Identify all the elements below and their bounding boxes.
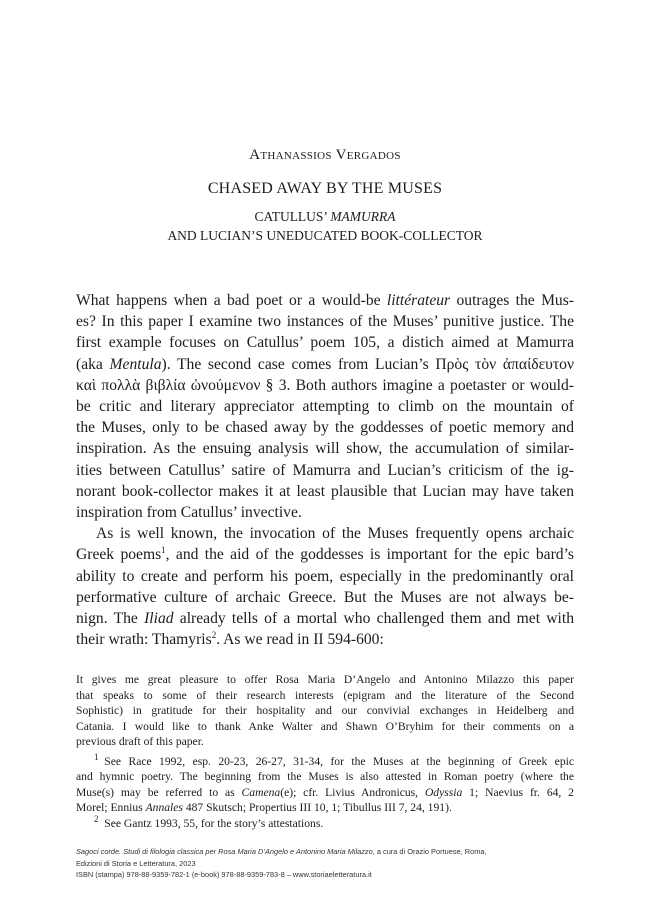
italic-run: Mentula [109, 355, 162, 373]
body-line [76, 587, 574, 608]
article-title: CHASED AWAY BY THE MUSES [207, 180, 443, 197]
text-run: (aka [76, 355, 110, 373]
text-run: inspiration. As the ensuing analysis will show, the accumulation of similar- [76, 440, 574, 458]
footnote-marker: 1 [94, 751, 99, 762]
body-text [76, 290, 574, 650]
body-line [76, 332, 574, 353]
text-run: inspiration from Catullus’ invective. [76, 504, 302, 522]
dedication-line: It gives me great pleasure to offer Rosa Maria D’Angelo and Antonino Milazzo this paper [76, 673, 574, 686]
dedication-line: previous draft of this paper. [76, 735, 204, 748]
text-run: Greek poems [76, 546, 162, 564]
colophon [76, 846, 574, 881]
text-run: As is well known, the invocation of the Muses frequently opens archaic [96, 525, 574, 543]
colophon-book-title: Sagoci corde. Studi di filologia classica per Rosa Maria D’Angelo e Antonino Maria Milazzo [76, 847, 373, 856]
body-line [76, 375, 574, 396]
colophon-line-3: ISBN (stampa) 978-88-9359-782-1 (e-book) 978-88-9359-783-8 – www.storiaeletteratura.it [76, 870, 372, 879]
text-run: outrages the Mus- [450, 292, 574, 309]
subtitle-line-1 [0, 207, 650, 226]
subtitle-prefix: CATULLUS’ [254, 209, 331, 224]
dedication-note [76, 672, 574, 750]
body-line [76, 502, 574, 523]
dedication-line: that speaks to some of their research interests (epigram and the literature of the Second [76, 688, 574, 702]
footnote-marker: 2 [94, 813, 99, 824]
text-run: ities between Catullus’ satire of Mamurra and Lucian’s criticism of the ig- [76, 461, 574, 479]
text-run: ). The second case comes from Lucian’s Πρὸς τὸν ἀπαίδευτον [161, 355, 574, 373]
colophon-editor: , a cura di Orazio Portuese, Roma, [372, 847, 487, 856]
body-line [76, 629, 574, 650]
footnote-1-line: Muse(s) may be referred to as Camena(e); cfr. Livius Andronicus, Odyssia 1; Naevius fr. 64, 2 [76, 785, 574, 799]
dedication-line: Sophistic) in gratitude for their hospitality and our convivial exchanges in Heidelberg and [76, 704, 574, 717]
body-line [76, 438, 574, 459]
text-run: performative culture of archaic Greece. But the Muses are not always be- [76, 588, 574, 606]
text-run: already tells of a mortal who challenged them and met with [173, 610, 574, 628]
text-run: nign. The [76, 610, 145, 628]
colophon-line-1 [76, 846, 574, 858]
footnote-ref: 1 [161, 545, 166, 556]
footnote-1 [76, 751, 574, 816]
body-line [76, 354, 574, 375]
dedication-line: Catania. I would like to thank Anke Walter and Shawn O’Bryhim for their comments on a [76, 719, 574, 733]
subtitle-line-2: AND LUCIAN’S UNEDUCATED BOOK-COLLECTOR [167, 228, 483, 243]
footnote-ref: 2 [211, 630, 217, 641]
body-line [76, 523, 574, 544]
article-subtitle [0, 207, 650, 245]
body-line [76, 290, 574, 311]
body-line [76, 311, 574, 332]
footnote-2 [76, 813, 574, 832]
text-run: What happens when a bad poet or a would-be [76, 292, 387, 309]
text-run: their wrath: Thamyris [76, 631, 212, 649]
text-run: the Muses, only to be chased away by the goddesses of poetic memory and [76, 419, 574, 437]
text-run: , and the aid of the goddesses is important for the epic bard’s [165, 546, 574, 564]
text-run: καὶ πολλὰ βιβλία ὠνούμενον § 3. Both authors imagine a poetaster or would- [76, 376, 574, 394]
body-line [76, 608, 574, 629]
text-run: . As we read in II 594-600: [216, 631, 384, 649]
body-line [76, 396, 574, 417]
text-run: norant book-collector makes it at least plausible that Lucian may have taken [76, 482, 574, 500]
italic-run: littérateur [386, 292, 451, 309]
colophon-line-2: Edizioni di Storia e Letteratura, 2023 [76, 858, 196, 868]
text-run: be critic and literary appreciator attempting to climb on the mountain of [76, 398, 574, 416]
text-run: es? In this paper I examine two instances of the Muses’ punitive justice. The [76, 313, 574, 331]
subtitle-italic: MAMURRA [330, 209, 396, 224]
author-name: Athanassios Vergados [249, 147, 401, 163]
body-line [76, 417, 574, 438]
body-line [76, 460, 574, 481]
footnote-1-line: $^1$ See Race 1992, esp. 20-23, 26-27, 31-34, for the Muses at the beginning of Greek epic [94, 751, 574, 768]
text-run: ability to create and perform his poem, especially in the predominantly oral [76, 567, 574, 585]
body-line [76, 544, 574, 565]
footnote-1-line: and hymnic poetry. The beginning from the Muses is also attested in Roman poetry (where the [76, 770, 574, 783]
body-line [76, 481, 574, 502]
footnote-1-line: Morel; Ennius Annales 487 Skutsch; Propertius III 10, 1; Tibullus III 7, 24, 191). [76, 801, 452, 814]
body-line [76, 566, 574, 587]
footnotes [76, 672, 574, 831]
italic-run: Iliad [144, 610, 174, 628]
text-run: first example focuses on Catullus’ poem 105, a distich aimed at Mamurra [76, 334, 574, 352]
footnote-2-line: $^2$ See Gantz 1993, 55, for the story’s attestations. [94, 813, 324, 830]
